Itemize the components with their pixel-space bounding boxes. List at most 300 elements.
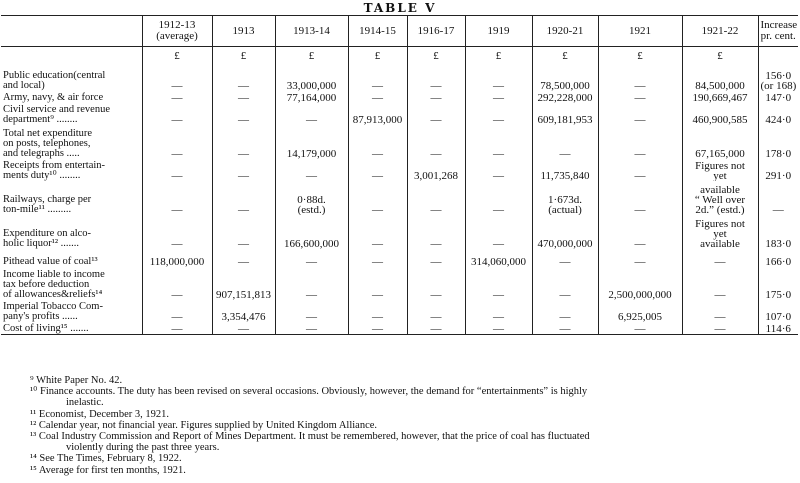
value-line: 0·88d.	[297, 194, 326, 206]
value-line: 424·0	[765, 114, 792, 125]
value-cell	[465, 181, 532, 215]
value-line: —	[372, 92, 383, 103]
value-line: (or 168)	[760, 80, 797, 91]
value-line: —	[493, 80, 504, 91]
value-line: 67,165,000	[695, 148, 745, 159]
value-line: —	[372, 148, 383, 159]
footnote: ¹² Calendar year, not financial year. Figures supplied by United Kingdom Alliance.	[30, 419, 378, 431]
value-line: —	[238, 238, 249, 249]
value-cell	[275, 181, 348, 215]
row-label-line: Expenditure on alco-	[3, 228, 92, 239]
value-line: —	[634, 323, 646, 335]
value-cell	[142, 215, 212, 249]
pound-sign: £	[308, 50, 315, 62]
table-row	[1, 103, 798, 125]
value-line: —	[493, 204, 504, 215]
value-line: —	[634, 80, 646, 91]
row-label-line: Railways, charge per	[3, 194, 92, 205]
value-line: —	[171, 170, 183, 181]
value-line: —	[372, 80, 383, 91]
value-line: available	[700, 184, 740, 196]
value-line: —	[559, 256, 571, 267]
value-line: —	[306, 311, 317, 322]
value-line: —	[559, 148, 571, 159]
value-line: 907,151,813	[216, 289, 271, 300]
value-line: —	[430, 92, 442, 103]
value-line: —	[430, 238, 442, 249]
value-line: yet	[713, 228, 727, 240]
row-label	[1, 249, 142, 267]
column-header-line: 1919	[487, 24, 510, 37]
value-line: available	[700, 238, 740, 249]
value-cell	[212, 267, 275, 300]
data-table	[1, 15, 798, 335]
value-cell	[682, 65, 758, 91]
value-line: —	[306, 256, 317, 267]
value-cell	[682, 267, 758, 300]
pound-sign: £	[433, 50, 439, 62]
value-line: —	[238, 114, 249, 125]
value-cell	[275, 215, 348, 249]
value-cell	[598, 159, 682, 181]
value-line: 166·0	[765, 256, 792, 267]
row-label	[1, 300, 142, 322]
column-header	[348, 16, 407, 47]
currency-cell	[532, 47, 598, 66]
value-line: 470,000,000	[537, 238, 593, 249]
value-cell	[465, 249, 532, 267]
value-line: —	[634, 148, 646, 159]
value-line: —	[238, 92, 249, 103]
value-cell	[348, 300, 407, 322]
value-line: —	[493, 238, 504, 249]
table-title: TABLE V	[363, 1, 437, 15]
currency-cell	[465, 47, 532, 66]
value-line: 314,060,000	[471, 256, 526, 267]
value-line: —	[238, 148, 249, 159]
value-line: —	[634, 114, 646, 125]
value-line: —	[493, 289, 504, 300]
value-line: —	[430, 114, 442, 125]
value-cell	[275, 91, 348, 103]
value-line: —	[306, 323, 317, 335]
column-header-subline: (average)	[156, 30, 198, 42]
value-cell	[348, 125, 407, 159]
value-line: —	[372, 238, 383, 249]
row-label-line: Army, navy, & air force	[3, 92, 104, 103]
value-line: —	[372, 311, 383, 322]
value-line: 2d.” (estd.)	[695, 204, 745, 215]
value-cell	[532, 181, 598, 215]
footnote: ¹¹ Economist, December 3, 1921.	[30, 408, 169, 420]
value-cell	[532, 267, 598, 300]
value-line: —	[171, 148, 183, 159]
value-line: 183·0	[765, 238, 792, 249]
value-cell	[407, 65, 465, 91]
value-line: —	[171, 238, 183, 249]
value-line: Figures not	[695, 218, 745, 230]
value-cell	[348, 91, 407, 103]
currency-cell	[142, 47, 212, 66]
value-line: —	[430, 289, 442, 300]
value-line: 3,001,268	[414, 170, 458, 181]
value-line: 1·673d.	[548, 194, 582, 206]
value-line: —	[714, 323, 726, 335]
value-cell	[275, 103, 348, 125]
column-header-line: 1912-13	[158, 19, 196, 31]
value-cell	[532, 91, 598, 103]
value-cell	[682, 215, 758, 249]
value-cell	[758, 103, 798, 125]
value-line: —	[306, 170, 317, 181]
value-cell	[682, 249, 758, 267]
value-line: —	[430, 204, 442, 215]
value-line: —	[171, 289, 183, 300]
table-row	[1, 65, 798, 91]
row-label-line: Cost of living¹⁵ .......	[3, 323, 89, 334]
value-line: 6,925,005	[618, 311, 662, 322]
value-cell	[465, 65, 532, 91]
value-line: 190,669,467	[692, 92, 748, 103]
value-cell	[212, 65, 275, 91]
row-label-line: Civil service and revenue	[3, 104, 110, 115]
value-line: 178·0	[765, 148, 792, 159]
value-cell	[758, 125, 798, 159]
value-cell	[532, 125, 598, 159]
column-header-line: 1914-15	[359, 24, 396, 37]
value-line: —	[493, 170, 504, 181]
pound-sign: £	[374, 50, 381, 62]
value-line: —	[634, 92, 646, 103]
row-label-line: holic liquor¹² .......	[3, 238, 79, 249]
column-header-line: 1916-17	[417, 24, 455, 37]
value-cell	[532, 103, 598, 125]
value-cell	[407, 125, 465, 159]
value-cell	[348, 215, 407, 249]
value-line: —	[772, 204, 784, 215]
value-line: —	[559, 311, 571, 322]
value-line: —	[171, 114, 183, 125]
footnote: ¹⁰ Finance accounts. The duty has been revised on several occasions. Obviously, however, the demand for “entertainments” is highly	[30, 386, 588, 398]
footnote: ¹⁵ Average for first ten months, 1921.	[30, 464, 186, 476]
currency-cell	[758, 47, 798, 66]
row-label-line: and telegraphs .....	[3, 148, 80, 159]
footnote-continuation: violently during the past three years.	[66, 442, 220, 454]
footnote: ⁹ White Paper No. 42.	[30, 375, 123, 386]
row-label-line: on posts, telephones,	[3, 138, 91, 149]
value-line: —	[493, 323, 504, 335]
value-cell	[275, 65, 348, 91]
value-line: —	[559, 323, 571, 335]
pound-sign: £	[637, 50, 643, 62]
value-cell	[682, 300, 758, 322]
value-line: 11,735,840	[540, 170, 590, 181]
table-row	[1, 159, 798, 181]
row-label-line: of allowances&reliefs¹⁴	[3, 289, 103, 300]
value-line: —	[430, 256, 442, 267]
table-row	[1, 322, 798, 335]
header-label-cell	[1, 16, 142, 47]
value-line: —	[238, 204, 249, 215]
value-cell	[598, 322, 682, 335]
header-row	[1, 16, 798, 47]
value-line: —	[714, 311, 726, 322]
value-cell	[212, 181, 275, 215]
row-label	[1, 65, 142, 91]
value-line: 3,354,476	[221, 311, 266, 322]
value-cell	[142, 267, 212, 300]
value-cell	[212, 322, 275, 335]
value-cell	[275, 300, 348, 322]
value-cell	[682, 181, 758, 215]
row-label	[1, 103, 142, 125]
value-cell	[682, 159, 758, 181]
value-cell	[532, 159, 598, 181]
value-cell	[212, 215, 275, 249]
value-cell	[598, 103, 682, 125]
value-cell	[212, 249, 275, 267]
value-line: 78,500,000	[540, 80, 590, 91]
value-cell	[348, 103, 407, 125]
currency-cell	[407, 47, 465, 66]
value-line: yet	[713, 170, 727, 181]
table-row	[1, 181, 798, 215]
footnote-continuation: inelastic.	[66, 397, 104, 409]
value-cell	[758, 159, 798, 181]
currency-cell	[598, 47, 682, 66]
value-cell	[142, 322, 212, 335]
value-cell	[142, 91, 212, 103]
row-label-line: tax before deduction	[3, 279, 90, 290]
value-line: —	[238, 256, 249, 267]
table-body	[1, 47, 798, 335]
value-line: —	[430, 311, 442, 322]
column-header	[758, 16, 798, 47]
column-header-line: 1921-22	[701, 24, 739, 37]
value-cell	[348, 249, 407, 267]
row-label-line: ments duty¹⁰ ........	[3, 170, 81, 181]
value-cell	[598, 249, 682, 267]
column-header	[212, 16, 275, 47]
value-cell	[532, 65, 598, 91]
value-cell	[212, 125, 275, 159]
value-cell	[407, 91, 465, 103]
value-line: —	[171, 80, 183, 91]
row-label	[1, 125, 142, 159]
row-label	[1, 267, 142, 300]
value-line: 292,228,000	[537, 92, 593, 103]
value-line: 166,600,000	[284, 238, 339, 249]
value-cell	[142, 159, 212, 181]
value-cell	[598, 91, 682, 103]
value-line: —	[171, 92, 183, 103]
column-header-line: 1921	[629, 24, 651, 37]
column-header	[465, 16, 532, 47]
value-line: 77,164,000	[286, 92, 337, 103]
value-cell	[142, 125, 212, 159]
value-line: —	[714, 289, 726, 300]
row-label-line: Total net expenditure	[3, 128, 93, 139]
value-cell	[407, 159, 465, 181]
value-line: —	[430, 323, 442, 335]
value-cell	[407, 267, 465, 300]
value-line: (estd.)	[297, 204, 326, 215]
value-cell	[598, 267, 682, 300]
value-cell	[142, 300, 212, 322]
value-line: —	[372, 289, 383, 300]
value-line: —	[171, 323, 183, 335]
value-cell	[407, 322, 465, 335]
value-cell	[758, 249, 798, 267]
value-cell	[275, 159, 348, 181]
row-label-line: and local)	[3, 80, 45, 91]
value-cell	[212, 159, 275, 181]
footnote: ¹⁴ See The Times, February 8, 1922.	[30, 453, 182, 465]
value-cell	[532, 215, 598, 249]
value-cell	[407, 215, 465, 249]
value-cell	[758, 91, 798, 103]
column-header-line: 1920-21	[546, 24, 584, 37]
currency-cell	[275, 47, 348, 66]
pound-sign: £	[717, 50, 723, 62]
value-line: —	[306, 114, 317, 125]
value-cell	[758, 300, 798, 322]
row-label-line: Pithead value of coal¹³	[3, 256, 98, 267]
value-line: —	[634, 204, 646, 215]
value-cell	[758, 215, 798, 249]
value-cell	[532, 249, 598, 267]
footnotes	[30, 375, 795, 476]
value-cell	[348, 65, 407, 91]
row-label-line: Income liable to income	[3, 269, 105, 280]
table-row	[1, 300, 798, 322]
value-line: Figures not	[695, 160, 745, 172]
row-label	[1, 322, 142, 335]
value-cell	[348, 267, 407, 300]
column-header-line: 1913-14	[293, 24, 330, 37]
row-label-line: Public education(central	[3, 70, 106, 81]
value-line: —	[493, 148, 504, 159]
row-label-line: Receipts from entertain-	[3, 160, 106, 171]
value-cell	[465, 159, 532, 181]
value-cell	[532, 300, 598, 322]
value-line: —	[372, 256, 383, 267]
value-line: 609,181,953	[537, 114, 593, 125]
pound-sign: £	[240, 50, 247, 62]
value-line: —	[306, 289, 317, 300]
value-line: —	[171, 204, 183, 215]
value-cell	[598, 215, 682, 249]
value-line: 2,500,000,000	[608, 289, 672, 300]
value-line: —	[493, 92, 504, 103]
column-header-line: 1913	[232, 24, 255, 37]
value-line: —	[493, 311, 504, 322]
value-cell	[142, 103, 212, 125]
row-label	[1, 159, 142, 181]
row-label-line: Imperial Tobacco Com-	[3, 301, 103, 312]
value-cell	[348, 322, 407, 335]
value-cell	[348, 181, 407, 215]
value-line: —	[493, 114, 504, 125]
row-label	[1, 181, 142, 215]
table-row	[1, 267, 798, 300]
value-cell	[465, 215, 532, 249]
column-header	[142, 16, 212, 47]
value-line: —	[238, 323, 249, 335]
value-line: —	[238, 170, 249, 181]
value-cell	[275, 267, 348, 300]
value-line: 87,913,000	[352, 114, 403, 125]
column-header	[598, 16, 682, 47]
value-line: —	[430, 80, 442, 91]
value-cell	[465, 267, 532, 300]
value-cell	[682, 125, 758, 159]
column-header	[275, 16, 348, 47]
row-label-line: pany's profits ......	[3, 311, 78, 322]
table-row	[1, 125, 798, 159]
row-label-line: department⁹ ........	[3, 114, 78, 125]
row-label-line: ton-mile¹¹ .........	[3, 204, 72, 215]
value-cell	[465, 103, 532, 125]
value-cell	[682, 103, 758, 125]
value-cell	[465, 125, 532, 159]
value-cell	[465, 322, 532, 335]
currency-cell	[682, 47, 758, 66]
value-cell	[212, 91, 275, 103]
pound-sign: £	[495, 50, 502, 62]
value-line: —	[634, 170, 646, 181]
value-cell	[407, 249, 465, 267]
column-header	[407, 16, 465, 47]
row-label	[1, 91, 142, 103]
value-line: —	[714, 256, 726, 267]
value-cell	[598, 125, 682, 159]
value-line: 107·0	[765, 311, 792, 322]
value-line: 84,500,000	[695, 80, 745, 91]
value-line: —	[372, 170, 383, 181]
value-cell	[465, 300, 532, 322]
value-line: 118,000,000	[149, 256, 205, 267]
value-line: 147·0	[765, 92, 792, 103]
value-cell	[212, 103, 275, 125]
table-row	[1, 249, 798, 267]
value-line: 175·0	[765, 289, 792, 300]
value-line: 291·0	[765, 170, 792, 181]
value-cell	[532, 322, 598, 335]
currency-label-cell	[1, 47, 142, 66]
value-cell	[275, 322, 348, 335]
table-row	[1, 91, 798, 103]
column-header-line: Increase	[760, 19, 798, 31]
currency-row	[1, 47, 798, 66]
value-cell	[758, 181, 798, 215]
column-header	[682, 16, 758, 47]
value-cell	[407, 181, 465, 215]
value-line: —	[372, 323, 383, 335]
value-line: 114·6	[765, 323, 791, 335]
row-label	[1, 215, 142, 249]
value-line: —	[372, 204, 383, 215]
value-cell	[275, 249, 348, 267]
value-cell	[682, 91, 758, 103]
value-line: —	[634, 238, 646, 249]
value-cell	[142, 181, 212, 215]
value-line: 14,179,000	[286, 148, 337, 159]
footnote: ¹³ Coal Industry Commission and Report of Mines Department. It must be remembered, however, that the price of coal has fluctuated	[30, 431, 590, 443]
value-cell	[758, 322, 798, 335]
pound-sign: £	[562, 50, 568, 62]
value-line: (actual)	[548, 204, 582, 215]
